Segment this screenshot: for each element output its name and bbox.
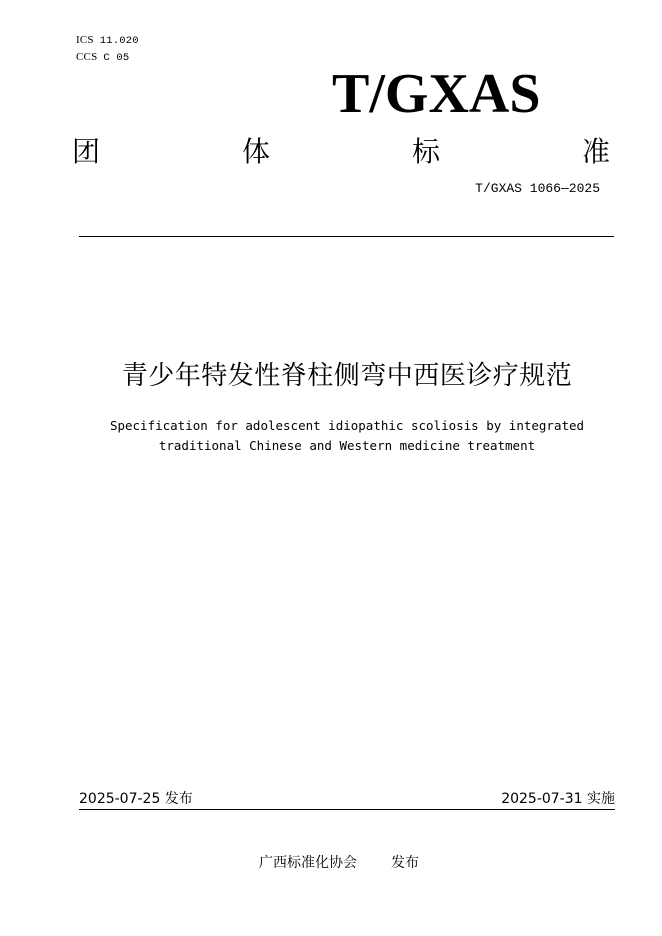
document-title-chinese: 青少年特发性脊柱侧弯中西医诊疗规范 <box>121 361 573 391</box>
ccs-code <box>76 49 139 66</box>
ics-value: 11.020 <box>99 35 139 47</box>
standard-type-char: 团 <box>72 135 101 168</box>
implement-date: 2025-07-31 实施 <box>501 791 615 807</box>
bottom-divider <box>79 809 615 810</box>
ics-code <box>76 32 139 49</box>
standard-type-char: 标 <box>411 135 440 168</box>
issuer <box>0 852 662 874</box>
standard-logo: T/GXAS <box>332 63 541 125</box>
ccs-value: C 05 <box>103 52 130 64</box>
standard-number: T/GXAS 1066—2025 <box>475 181 600 196</box>
classification-codes <box>76 32 139 66</box>
standard-type <box>72 132 610 172</box>
english-title-line-1: Specification for adolescent idiopathic scoliosis by integrated <box>109 418 585 433</box>
standard-type-char: 准 <box>581 135 610 168</box>
top-divider <box>79 236 614 237</box>
date-row <box>79 788 615 810</box>
issuer-action: 发布 <box>391 855 419 871</box>
english-title-line-2: traditional Chinese and Western medicine treatment <box>158 438 536 453</box>
standard-type-char: 体 <box>241 135 270 168</box>
issuer-org: 广西标准化协会 <box>259 855 357 871</box>
ccs-label: CCS <box>76 51 98 63</box>
ics-label: ICS <box>76 34 94 46</box>
document-title-english <box>0 416 662 456</box>
publish-date: 2025-07-25 发布 <box>79 791 193 807</box>
